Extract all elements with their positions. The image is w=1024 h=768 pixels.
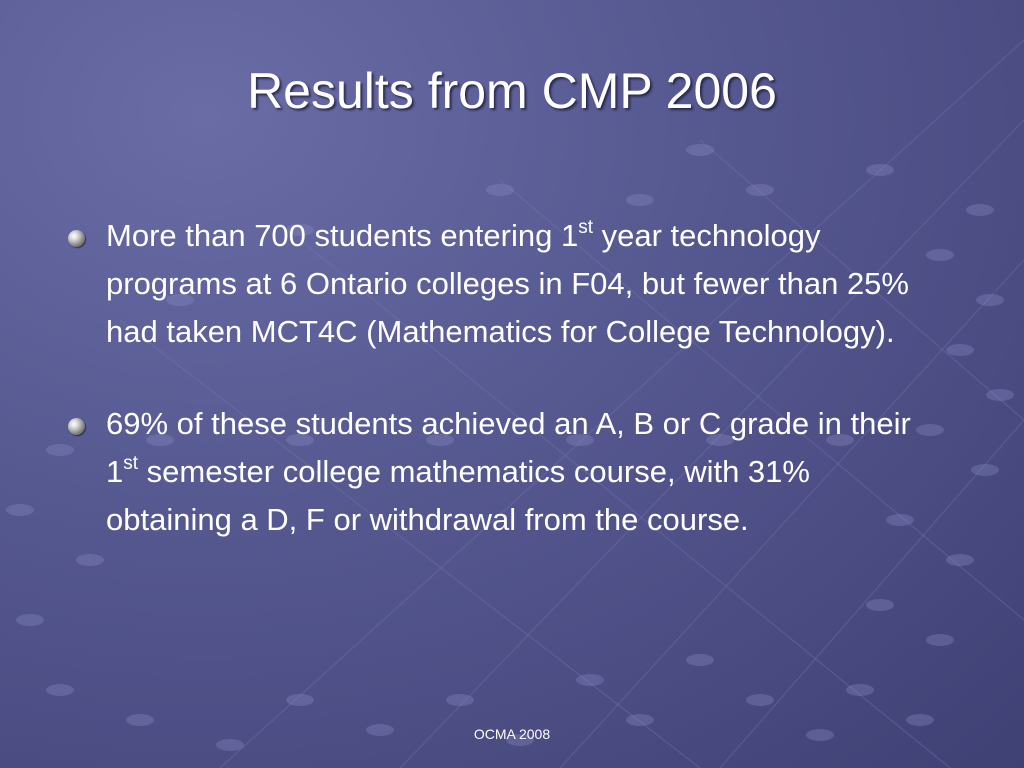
sphere-bullet-icon [68, 230, 85, 247]
bullet-text [106, 406, 911, 537]
slide-title: Results from CMP 2006 [247, 63, 777, 119]
ordinal-suffix: st [578, 216, 593, 238]
sphere-bullet-icon [68, 418, 85, 435]
slide-footer: OCMA 2008 [473, 726, 551, 742]
ordinal-suffix: st [123, 452, 139, 474]
bullet-list [66, 212, 926, 588]
bullet-item [66, 400, 926, 544]
bullet-text-end: year technology programs at 6 Ontario colleges in F04, but fewer than 25% had taken MCT4C (Mathematics for College Technology). [106, 218, 909, 349]
bullet-text [106, 218, 909, 349]
bullet-text-start: More than 700 students entering 1 [106, 218, 579, 253]
bullet-item [66, 212, 926, 356]
bullet-text-start: 69% of these students achieved an A, B or C grade in their 1 [106, 406, 911, 489]
bullet-text-end: semester college mathematics course, with 31% obtaining a D, F or withdrawal from the course. [106, 454, 810, 537]
